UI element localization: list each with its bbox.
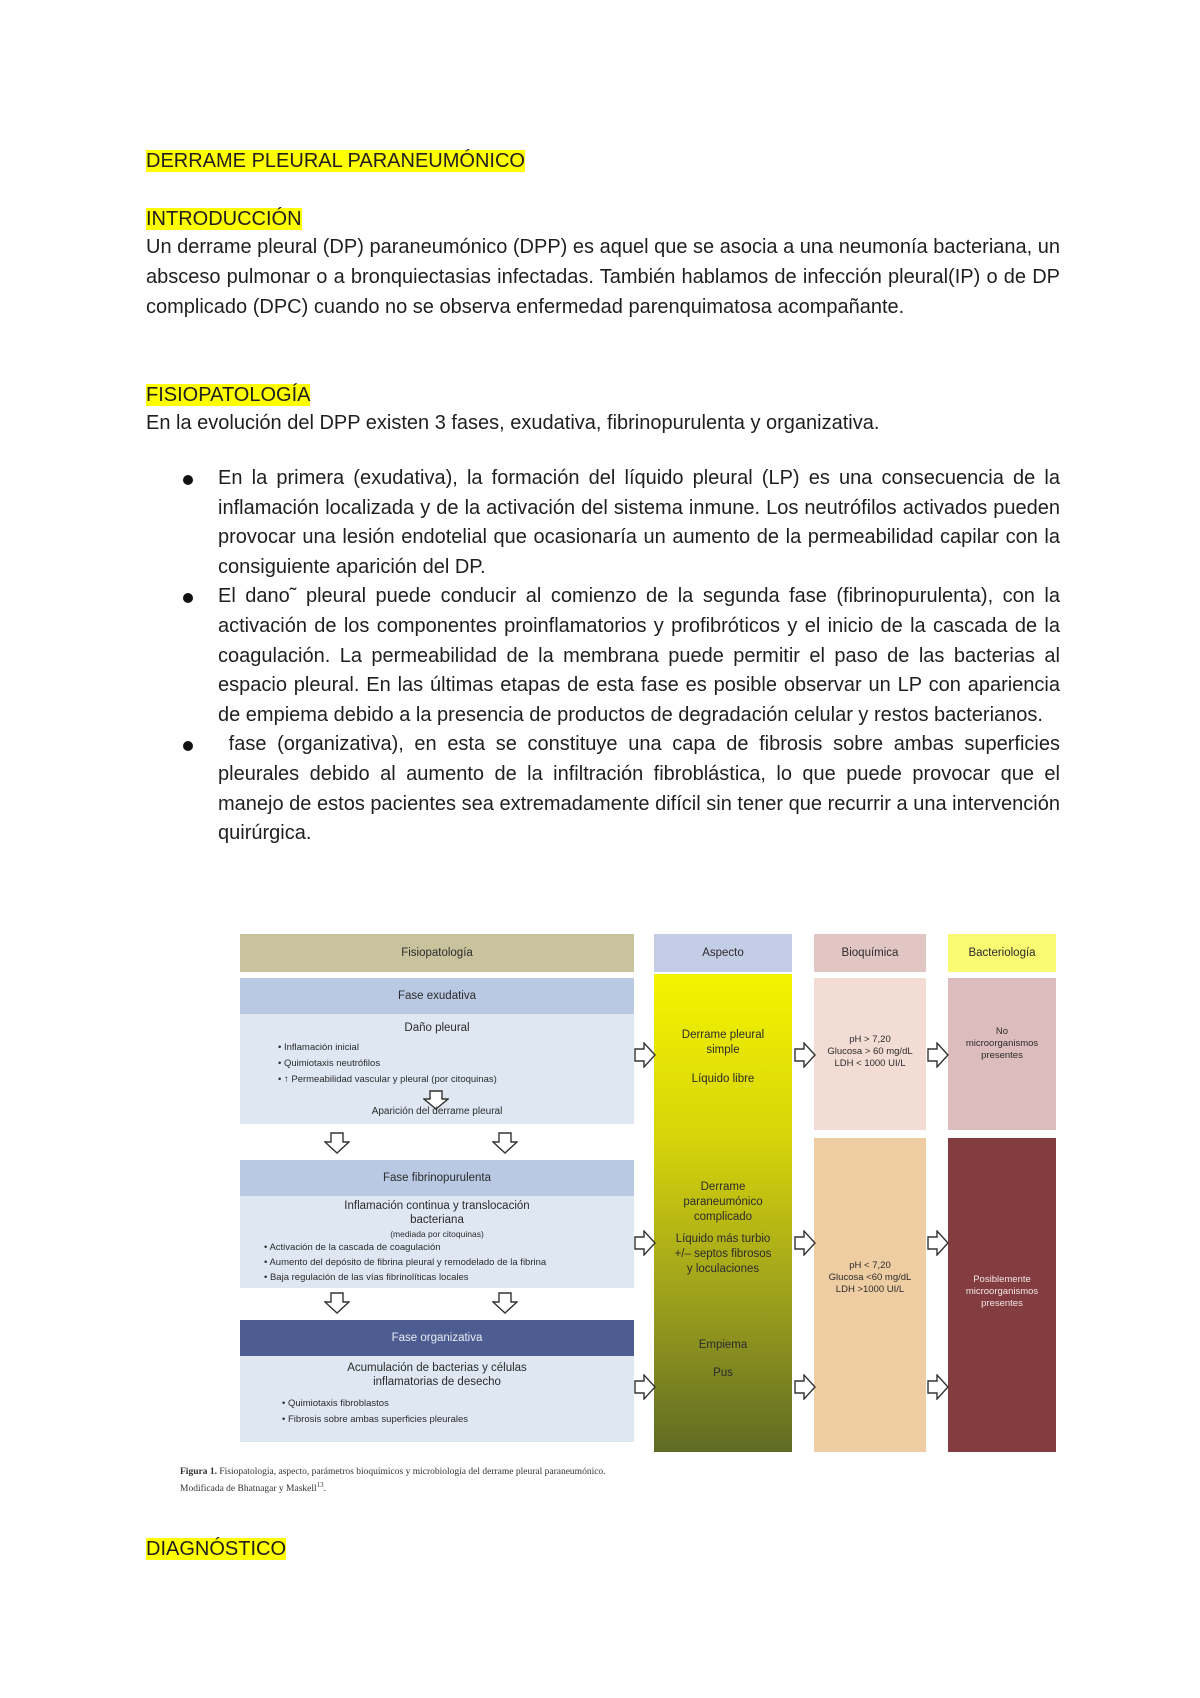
- figure-diagram: [240, 934, 1056, 1464]
- organizativa-subtitle-1: Acumulación de bacterias y células: [347, 1362, 527, 1374]
- list-item: • Fibrosis sobre ambas superficies pleurales: [282, 1412, 468, 1428]
- arrow-right-icon: [634, 1042, 656, 1068]
- phase-fibrinopurulenta-body: [240, 1196, 634, 1288]
- aspecto-turbio-2: +/– septos fibrosos: [674, 1248, 772, 1260]
- list-item: • Inflamación inicial: [278, 1040, 497, 1056]
- intro-paragraph: Un derrame pleural (DP) paraneumónico (DPP) es aquel que se asocia a una neumonía bacteriana, un absceso pulmonar o a bronquiectasias infectadas. También hablamos de infección pleural(IP) o de DP complicado (DPC) cuando no se observa enfermedad parenquimatosa acompañante.: [146, 236, 1060, 318]
- bioquimica-top: [814, 978, 926, 1130]
- fibrino-subtitle-2: bacteriana: [410, 1214, 464, 1226]
- bioq-top-2: Glucosa > 60 mg/dL: [827, 1046, 913, 1057]
- list-item: • Quimiotaxis fibroblastos: [282, 1396, 468, 1412]
- bioq-bottom-2: Glucosa <60 mg/dL: [828, 1272, 912, 1283]
- aspecto-simple-2: simple: [706, 1044, 740, 1056]
- phase-exudativa-body: [240, 1014, 634, 1124]
- arrow-down-icon: [492, 1132, 518, 1154]
- bullet-icon: [183, 593, 193, 603]
- phase-organizativa-body: [240, 1356, 634, 1442]
- aspecto-turbio-1: Líquido más turbio: [675, 1233, 771, 1245]
- exudativa-result: Aparición del derrame pleural: [371, 1106, 503, 1117]
- bioq-bottom-3: LDH >1000 UI/L: [835, 1284, 905, 1295]
- header-fisiopatologia: Fisiopatología: [240, 934, 634, 972]
- arrow-right-icon: [794, 1374, 816, 1400]
- list-item: En la primera (exudativa), la formación del líquido pleural (LP) es una consecuencia de la inflamación localizada y de la activación del sistema inmune. Los neutrófilos activados pueden provocar una lesión endotelial que ocasionaría un aumento de la permeabilidad capilar con la consiguiente aparición del DP.: [146, 464, 1060, 582]
- fibrino-subtitle-1: Inflamación continua y translocación: [344, 1200, 530, 1212]
- fisiopatologia-heading: FISIOPATOLOGÍA: [146, 384, 311, 406]
- bioquimica-bottom: [814, 1138, 926, 1452]
- exudativa-subtitle: Daño pleural: [404, 1022, 470, 1034]
- aspecto-turbio-3: y loculaciones: [686, 1263, 760, 1275]
- arrow-down-icon: [324, 1292, 350, 1314]
- bioq-top-3: LDH < 1000 UI/L: [834, 1058, 906, 1069]
- list-item: • Baja regulación de las vías fibrinolíticas locales: [264, 1270, 546, 1285]
- fibrino-subtitle-note: (mediada por citoquinas): [390, 1229, 484, 1239]
- bioq-bottom-1: pH < 7,20: [849, 1260, 891, 1271]
- aspecto-comp-2: paraneumónico: [683, 1196, 763, 1208]
- aspecto-column: [654, 974, 792, 1452]
- arrow-right-icon: [794, 1042, 816, 1068]
- document-title: DERRAME PLEURAL PARANEUMÓNICO: [146, 150, 525, 172]
- aspecto-libre: Líquido libre: [691, 1073, 755, 1085]
- list-item: El dano˜ pleural puede conducir al comienzo de la segunda fase (fibrinopurulenta), con la activación de los componentes proinflamatorios y profibróticos y el inicio de la cascada de la coagulación. La permeabilidad de la membrana puede permitir el paso de las bacterias al espacio pleural. En las últimas etapas de esta fase es posible observar un LP con apariencia de empiema debido a la presencia de productos de degradación celular y restos bacterianos.: [146, 582, 1060, 730]
- phase-fibrinopurulenta-title: Fase fibrinopurulenta: [240, 1160, 634, 1196]
- phases-list: [146, 464, 1066, 849]
- bacteriologia-bottom: [948, 1138, 1056, 1452]
- list-item: • Aumento del depósito de fibrina pleural y remodelado de la fibrina: [264, 1255, 546, 1270]
- aspecto-comp-1: Derrame: [700, 1181, 746, 1193]
- arrow-right-icon: [927, 1374, 949, 1400]
- bact-top-3: presentes: [981, 1050, 1023, 1061]
- header-aspecto: Aspecto: [654, 934, 792, 972]
- bact-bottom-3: presentes: [981, 1298, 1023, 1309]
- header-bioquimica: Bioquímica: [814, 934, 926, 972]
- aspecto-simple-1: Derrame pleural: [681, 1029, 765, 1041]
- arrow-right-icon: [927, 1230, 949, 1256]
- aspecto-comp-3: complicado: [693, 1211, 753, 1223]
- bullet-icon: [183, 741, 193, 751]
- organizativa-items: [282, 1396, 468, 1428]
- aspecto-empiema: Empiema: [698, 1339, 748, 1351]
- exudativa-items: [278, 1040, 497, 1088]
- diagnostico-heading: DIAGNÓSTICO: [146, 1538, 287, 1560]
- phase-exudativa-title: Fase exudativa: [240, 978, 634, 1014]
- arrow-down-icon: [324, 1132, 350, 1154]
- bioq-top-1: pH > 7,20: [849, 1034, 891, 1045]
- arrow-right-icon: [634, 1230, 656, 1256]
- bact-bottom-2: microorganismos: [965, 1286, 1039, 1297]
- bact-top-1: No: [995, 1026, 1009, 1037]
- bact-bottom-1: Posiblemente: [973, 1274, 1031, 1285]
- list-item: • ↑ Permeabilidad vascular y pleural (por citoquinas): [278, 1072, 497, 1088]
- list-item: • Quimiotaxis neutrófilos: [278, 1056, 497, 1072]
- phase-organizativa-title: Fase organizativa: [240, 1320, 634, 1356]
- bacteriologia-top: [948, 978, 1056, 1130]
- arrow-right-icon: [634, 1374, 656, 1400]
- organizativa-subtitle-2: inflamatorias de desecho: [373, 1376, 501, 1388]
- bact-top-2: microorganismos: [965, 1038, 1039, 1049]
- arrow-right-icon: [927, 1042, 949, 1068]
- arrow-right-icon: [794, 1230, 816, 1256]
- fibrino-items: [264, 1240, 546, 1285]
- header-bacteriologia: Bacteriología: [948, 934, 1056, 972]
- fisiopatologia-paragraph: En la evolución del DPP existen 3 fases, exudativa, fibrinopurulenta y organizativa.: [146, 412, 880, 434]
- bullet-icon: [183, 475, 193, 485]
- figure-caption: Figura 1. Fisiopatología, aspecto, parámetros bioquímicos y microbiología del derrame pleural paraneumónico. Modificada de Bhatnagar y Maskell$^{13}$.: [180, 1467, 606, 1495]
- list-item: fase (organizativa), en esta se constituye una capa de fibrosis sobre ambas superficies pleurales debido al aumento de la infiltración fibroblástica, lo que puede provocar que el manejo de estos pacientes sea extremadamente difícil sin tener que recurrir a una intervención quirúrgica.: [146, 730, 1060, 848]
- aspecto-pus: Pus: [713, 1367, 733, 1379]
- intro-heading: INTRODUCCIÓN: [146, 208, 302, 230]
- arrow-down-icon: [492, 1292, 518, 1314]
- list-item: • Activación de la cascada de coagulación: [264, 1240, 546, 1255]
